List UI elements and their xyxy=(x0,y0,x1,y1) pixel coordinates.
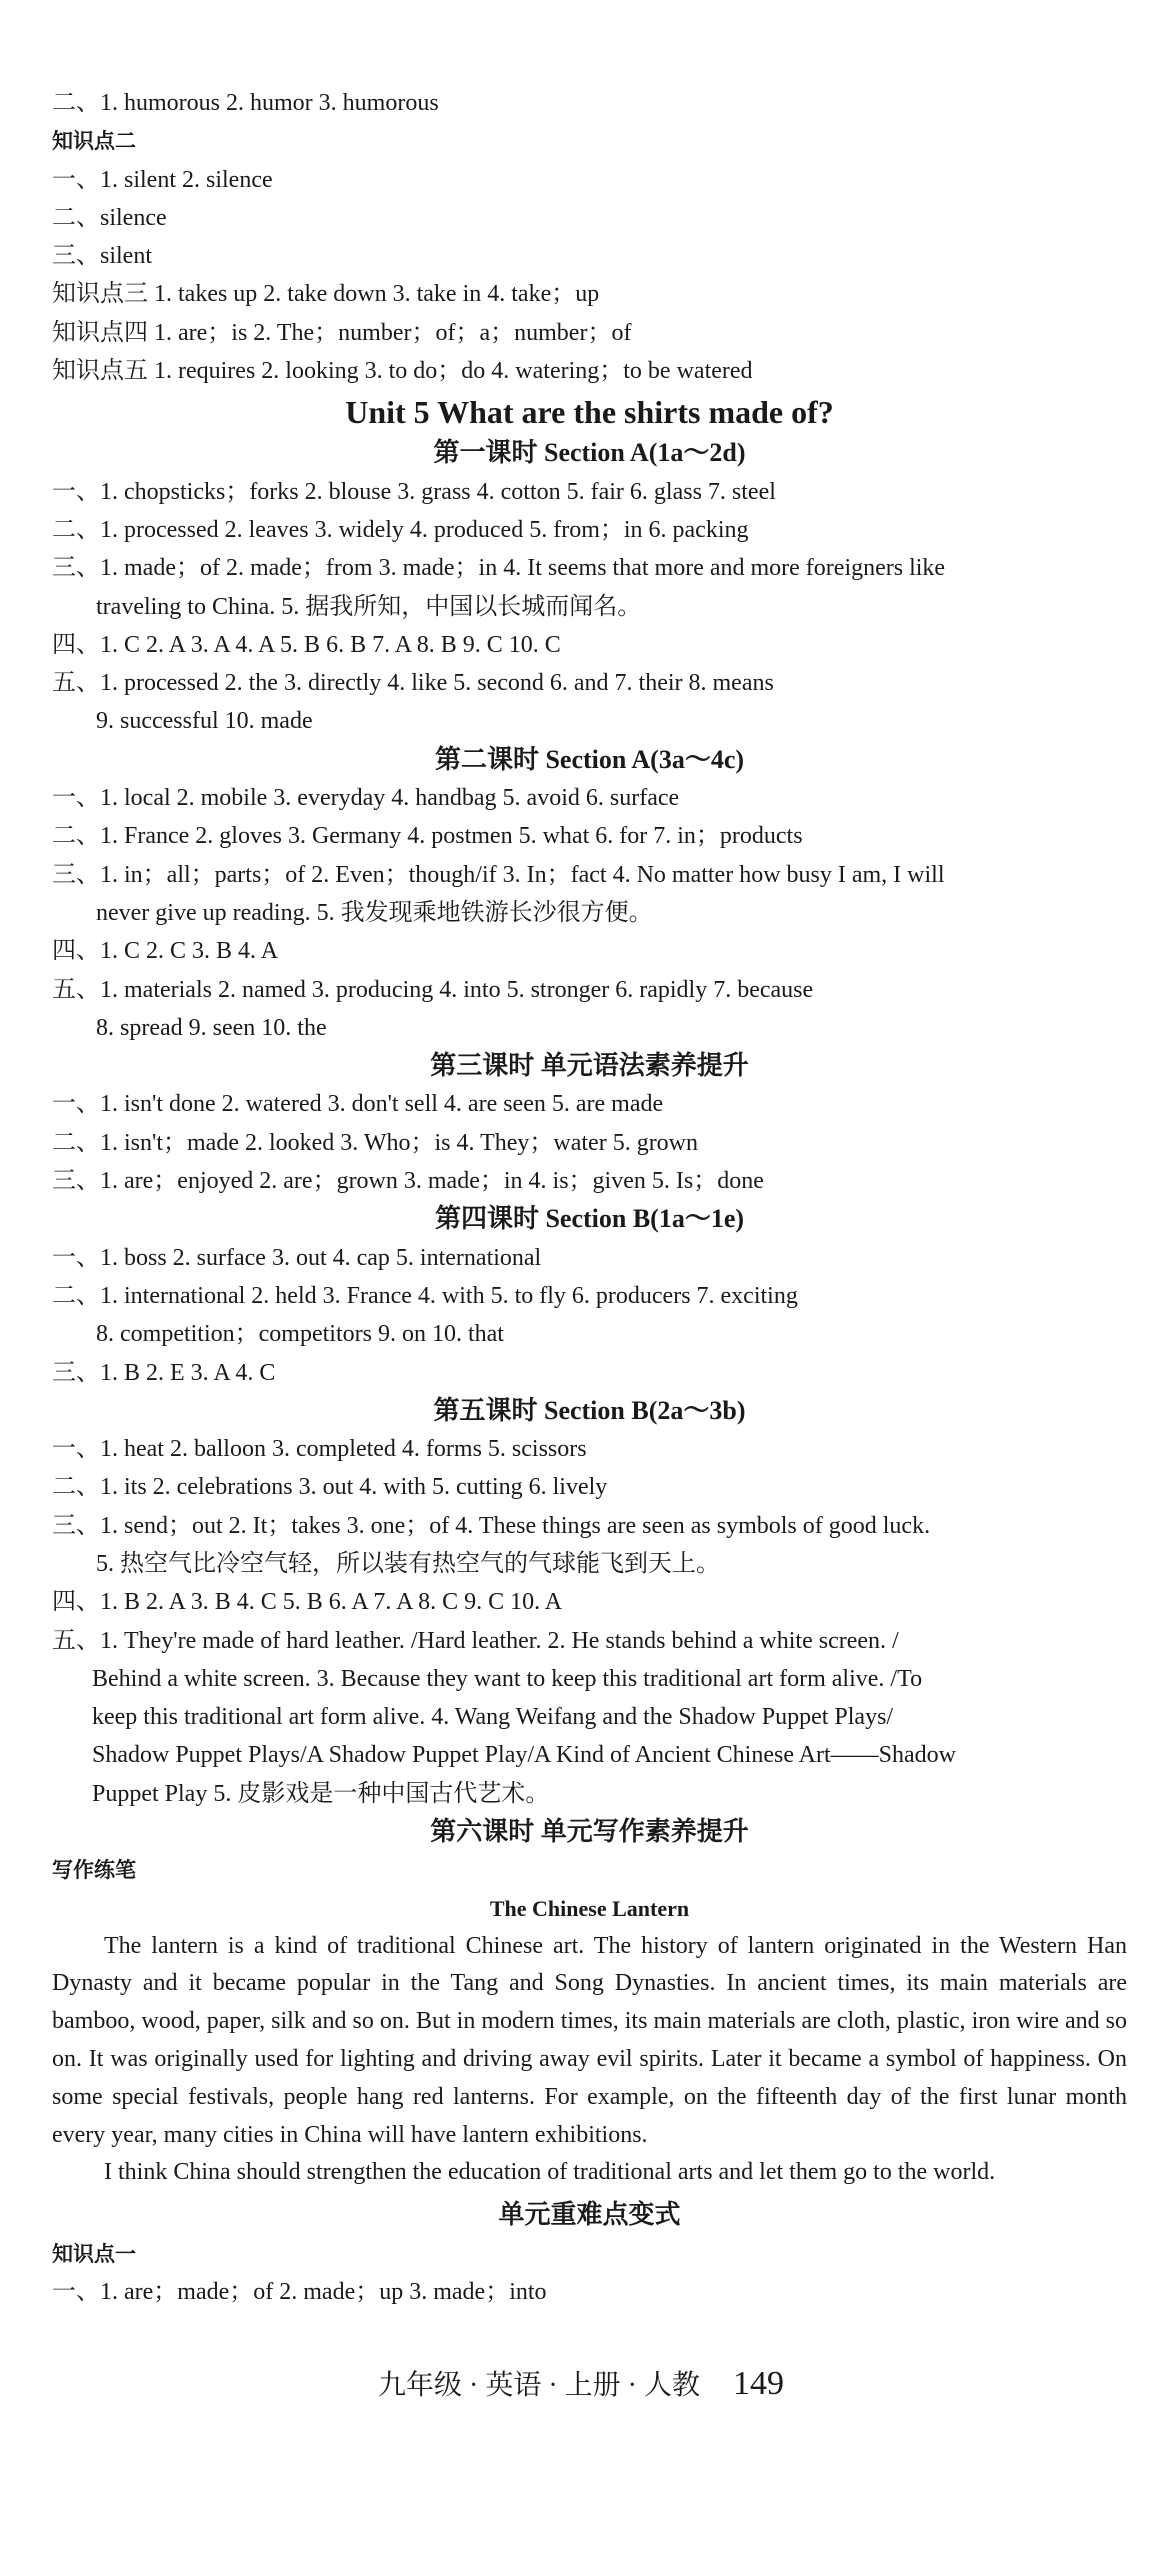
unit-title: Unit 5 What are the shirts made of? xyxy=(345,394,834,431)
essay-paragraph: The lantern is a kind of traditional Chinese art. The history of lantern originated in the Western Han Dynasty and it became popular in the Tang and Song Dynasties. In ancient times, its main materials are bamboo, wood, paper, silk and so on. But in modern times, its main materials are cloth, plastic, iron wire and so on. It was originally used for lighting and driving away evil spirits. Later it became a symbol of happiness. On some special festivals, people hang red lanterns. For example, on the fifteenth day of the first lunar month every year, many cities in China will have lantern exhibitions. xyxy=(52,1932,1127,2148)
answer-line-continued: Puppet Play 5. 皮影戏是一种中国古代艺术。 xyxy=(92,1780,550,1807)
footer-book-info: 九年级 · 英语 · 上册 · 人教 xyxy=(378,2370,700,2401)
lesson-title: 第一课时 Section A(1a～2d) xyxy=(433,438,746,468)
answer-line: 一、1. silent 2. silence xyxy=(52,166,273,193)
answer-line: 二、1. its 2. celebrations 3. out 4. with 5. cutting 6. lively xyxy=(52,1474,608,1501)
answer-line-continued: 8. spread 9. seen 10. the xyxy=(96,1014,327,1041)
answer-line: 一、1. are；made；of 2. made；up 3. made；into xyxy=(52,2278,547,2305)
answer-line: 五、1. processed 2. the 3. directly 4. like 5. second 6. and 7. their 8. means xyxy=(52,670,774,697)
answer-line: 一、1. isn't done 2. watered 3. don't sell 4. are seen 5. are made xyxy=(52,1091,664,1118)
lesson-title: 第六课时 单元写作素养提升 xyxy=(430,1817,749,1847)
answer-line: 二、1. international 2. held 3. France 4. with 5. to fly 6. producers 7. exciting xyxy=(52,1282,798,1309)
page-footer xyxy=(0,2364,1162,2406)
answer-line: 知识点三 1. takes up 2. take down 3. take in 4. take；up xyxy=(52,281,600,308)
answer-line-continued: Behind a white screen. 3. Because they want to keep this traditional art form alive. /To xyxy=(92,1665,923,1692)
answer-line: 三、1. B 2. E 3. A 4. C xyxy=(52,1359,276,1386)
knowledge-point-heading: 知识点二 xyxy=(52,129,136,154)
answer-line: 一、1. heat 2. balloon 3. completed 4. forms 5. scissors xyxy=(52,1436,587,1463)
answer-line-continued: 8. competition；competitors 9. on 10. that xyxy=(96,1321,504,1348)
answer-line: 五、1. materials 2. named 3. producing 4. into 5. stronger 6. rapidly 7. because xyxy=(52,976,814,1003)
answer-line: 四、1. B 2. A 3. B 4. C 5. B 6. A 7. A 8. C 9. C 10. A xyxy=(52,1589,563,1616)
essay-paragraph: I think China should strengthen the education of traditional arts and let them go to the world. xyxy=(104,2159,996,2186)
answer-line: 知识点五 1. requires 2. looking 3. to do；do 4. watering；to be watered xyxy=(52,358,753,385)
answer-line-continued: never give up reading. 5. 我发现乘地铁游长沙很方便。 xyxy=(96,899,653,926)
knowledge-point-heading: 知识点一 xyxy=(52,2241,136,2266)
answer-line: 四、1. C 2. C 3. B 4. A xyxy=(52,938,279,965)
answer-content xyxy=(52,84,1127,2311)
section-title: 单元重难点变式 xyxy=(498,2200,681,2230)
answer-line: 三、1. send；out 2. It；takes 3. one；of 4. These things are seen as symbols of good luck. xyxy=(52,1512,931,1539)
lesson-title: 第五课时 Section B(2a～3b) xyxy=(433,1395,746,1425)
answer-line-continued: Shadow Puppet Plays/A Shadow Puppet Play/A Kind of Ancient Chinese Art——Shadow xyxy=(92,1742,956,1769)
answer-line-continued: keep this traditional art form alive. 4. Wang Weifang and the Shadow Puppet Plays/ xyxy=(92,1704,894,1731)
answer-line: 三、silent xyxy=(52,243,152,270)
answer-line-continued: 9. successful 10. made xyxy=(96,708,313,735)
answer-line: 一、1. boss 2. surface 3. out 4. cap 5. international xyxy=(52,1244,542,1271)
answer-line-continued: traveling to China. 5. 据我所知，中国以长城而闻名。 xyxy=(96,593,642,620)
answer-line: 二、1. processed 2. leaves 3. widely 4. produced 5. from；in 6. packing xyxy=(52,516,749,543)
answer-line-continued: 5. 热空气比冷空气轻，所以装有热空气的气球能飞到天上。 xyxy=(96,1550,720,1577)
answer-line: 三、1. made；of 2. made；from 3. made；in 4. It seems that more and more foreigners like xyxy=(52,555,946,582)
answer-line: 三、1. are；enjoyed 2. are；grown 3. made；in 4. is；given 5. Is；done xyxy=(52,1168,764,1195)
answer-line: 三、1. in；all；parts；of 2. Even；though/if 3. In；fact 4. No matter how busy I am, I will xyxy=(52,861,945,888)
answer-line: 知识点四 1. are；is 2. The；number；of；a；number；of xyxy=(52,319,632,346)
answer-line: 二、silence xyxy=(52,204,167,231)
lesson-title: 第三课时 单元语法素养提升 xyxy=(430,1051,749,1081)
answer-line: 四、1. C 2. A 3. A 4. A 5. B 6. B 7. A 8. B 9. C 10. C xyxy=(52,631,561,658)
answer-line: 二、1. humorous 2. humor 3. humorous xyxy=(52,90,439,116)
lesson-title: 第四课时 Section B(1a～1e) xyxy=(434,1204,745,1234)
answer-line: 二、1. isn't；made 2. looked 3. Who；is 4. They；water 5. grown xyxy=(52,1129,699,1156)
essay-title: The Chinese Lantern xyxy=(489,1895,690,1921)
answer-line: 一、1. chopsticks；forks 2. blouse 3. grass 4. cotton 5. fair 6. glass 7. steel xyxy=(52,478,776,505)
writing-practice-label: 写作练笔 xyxy=(52,1858,136,1883)
answer-line: 五、1. They're made of hard leather. /Hard leather. 2. He stands behind a white screen. / xyxy=(52,1627,899,1654)
answer-line: 二、1. France 2. gloves 3. Germany 4. postmen 5. what 6. for 7. in；products xyxy=(52,823,803,850)
page-number: 149 xyxy=(732,2365,784,2402)
answer-line: 一、1. local 2. mobile 3. everyday 4. handbag 5. avoid 6. surface xyxy=(52,785,680,812)
lesson-title: 第二课时 Section A(3a～4c) xyxy=(434,744,745,774)
